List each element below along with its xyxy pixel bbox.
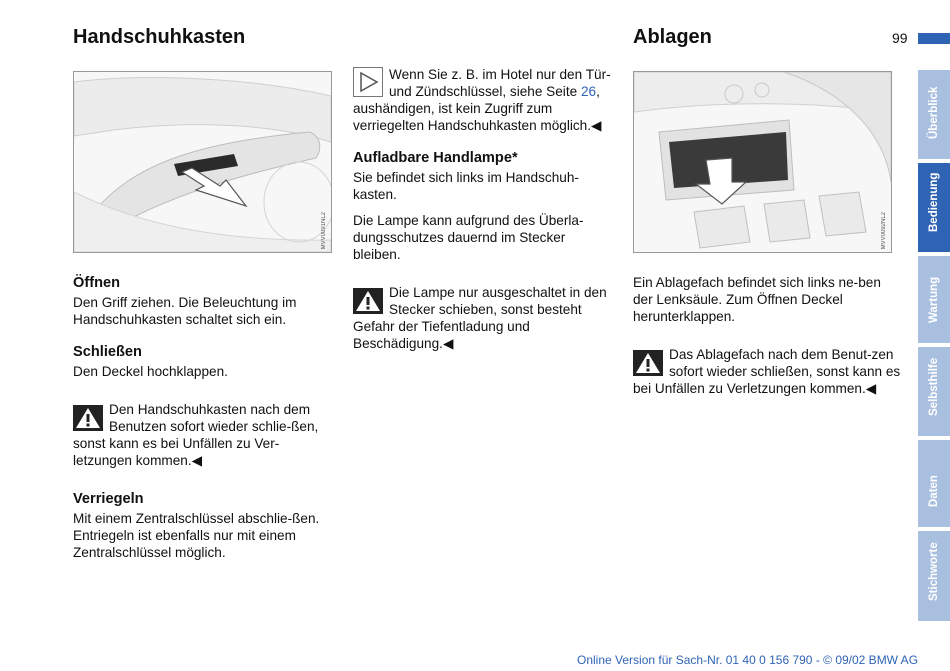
warning-icon <box>353 288 383 314</box>
warning-icon <box>633 350 663 376</box>
note-text-after: , aushändigen, ist kein Zugriff zum verriegelten Handschuhkasten möglich. <box>353 84 600 133</box>
right-column <box>633 274 901 397</box>
tab-bedienung[interactable]: Bedienung <box>918 163 950 252</box>
warning-icon <box>73 405 103 431</box>
text-verriegeln: Mit einem Zentralschlüssel abschlie-ßen. Entriegeln ist ebenfalls nur mit einem Zentralschlüssel möglich. <box>73 511 320 560</box>
tab-ueberblick[interactable]: Überblick <box>918 70 950 159</box>
end-mark: ◀ <box>591 118 602 133</box>
text-ablagefach: Ein Ablagefach befindet sich links ne-ben der Lenksäule. Zum Öffnen Deckel herunterklappen. <box>633 275 881 324</box>
page-title-right: Ablagen <box>633 26 712 48</box>
glovebox-photo <box>73 71 332 253</box>
text-schliessen: Den Deckel hochklappen. <box>73 364 228 379</box>
warning-block-right <box>633 346 901 397</box>
page-title-left: Handschuhkasten <box>73 26 246 48</box>
heading-handlampe: Aufladbare Handlampe* <box>353 150 518 166</box>
tab-wartung[interactable]: Wartung <box>918 256 950 343</box>
text-oeffnen: Den Griff ziehen. Die Beleuchtung im Handschuhkasten schaltet sich ein. <box>73 295 297 327</box>
end-mark: ◀ <box>865 381 877 396</box>
heading-oeffnen: Öffnen <box>73 275 121 291</box>
page-link-26[interactable]: 26 <box>580 84 597 99</box>
tab-selbsthilfe[interactable]: Selbsthilfe <box>918 347 950 436</box>
tab-stichworte[interactable]: Stichworte <box>918 531 950 621</box>
end-mark: ◀ <box>191 453 203 468</box>
note-block <box>353 66 615 134</box>
photo-code-left: MVV0091NL2 <box>321 212 327 250</box>
warning-block-left <box>73 401 338 469</box>
photo-code-right: MVV0092NL2 <box>881 212 887 250</box>
left-column <box>73 274 338 561</box>
storage-compartment-photo <box>633 71 892 253</box>
page-number: 99 <box>892 30 908 46</box>
warning-text-right: Das Ablagefach nach dem Benut-zen sofort wieder schließen, sonst kann es bei Unfällen zu Verletzungen kommen. <box>633 347 901 396</box>
footer-text: Online Version für Sach-Nr. 01 40 0 156 790 - © 09/02 BMW AG <box>577 653 919 667</box>
heading-verriegeln: Verriegeln <box>73 491 144 507</box>
tab-daten[interactable]: Daten <box>918 440 950 527</box>
page-number-bar <box>918 33 950 44</box>
heading-schliessen: Schließen <box>73 344 142 360</box>
warning-text-left: Den Handschuhkasten nach dem Benutzen sofort wieder schlie-ßen, sonst kann es bei Unfällen zu Ver-letzungen kommen. <box>73 402 319 468</box>
text-handlampe-2: Die Lampe kann aufgrund des Überla-dungsschutzes dauernd im Stecker bleiben. <box>353 213 584 262</box>
note-icon <box>353 67 383 97</box>
end-mark: ◀ <box>442 336 454 351</box>
warning-block-middle <box>353 284 615 352</box>
warning-text-middle: Die Lampe nur ausgeschaltet in den Stecker schieben, sonst besteht Gefahr der Tiefentladung und Beschädigung. <box>353 285 607 351</box>
middle-column <box>353 66 615 352</box>
text-handlampe-1: Sie befindet sich links im Handschuh-kasten. <box>353 170 579 202</box>
note-text-before: Wenn Sie z. B. im Hotel nur den Tür- und Zündschlüssel, siehe Seite <box>389 67 611 99</box>
